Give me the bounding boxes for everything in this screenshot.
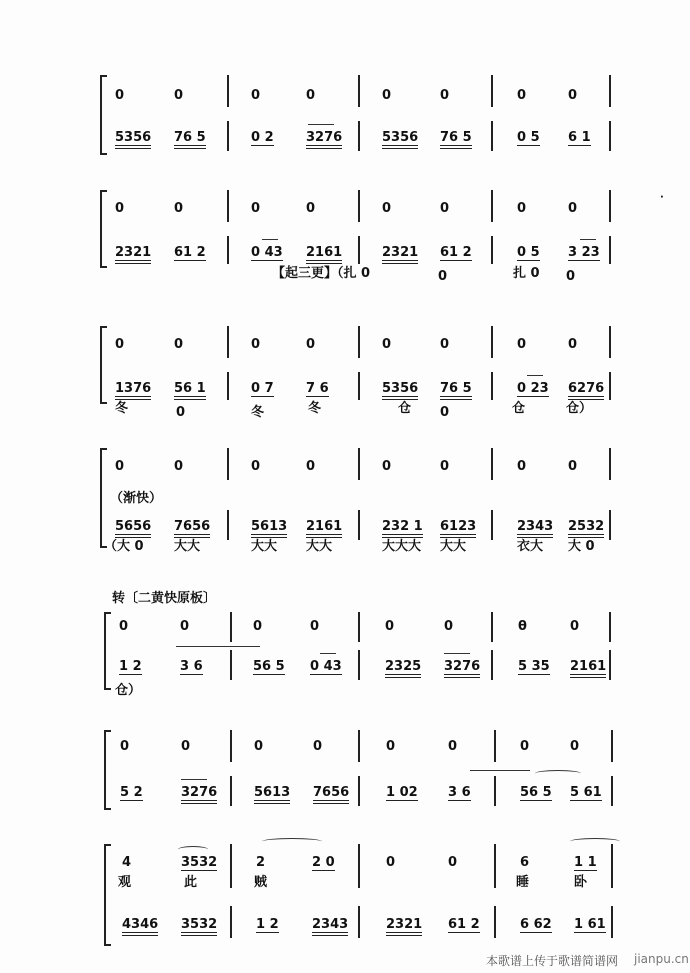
bar-line — [609, 236, 611, 264]
page-mark: · — [660, 192, 664, 203]
bar-line — [491, 190, 493, 222]
instr-note: 5356 — [115, 131, 151, 149]
bar-line — [358, 372, 360, 400]
arrow-mark — [308, 124, 334, 125]
bar-line — [227, 372, 229, 400]
bar-line — [230, 612, 232, 642]
percussion-text: 大大 — [174, 539, 201, 554]
arrow-mark — [527, 375, 543, 376]
bar-line — [611, 730, 613, 762]
vocal-note: 0 — [306, 459, 316, 474]
instr-note: 5656 — [115, 520, 151, 538]
footer-site: jianpu.cn — [634, 952, 689, 966]
percussion-text: 0 — [176, 405, 186, 420]
lyric-char: 此 — [184, 875, 198, 890]
instr-note: 0 7 — [251, 381, 274, 396]
vocal-note: 0 — [115, 459, 125, 474]
percussion-text: 仓 — [398, 401, 412, 416]
vocal-note: 0 — [444, 619, 454, 634]
bar-line — [230, 776, 232, 806]
bar-line — [227, 121, 229, 151]
vocal-note: 0 — [382, 88, 392, 103]
arrow-mark — [320, 653, 336, 654]
instr-note: 3276 — [306, 131, 342, 149]
percussion-text: 0 — [440, 405, 450, 420]
bar-line — [491, 650, 493, 680]
system-4 — [0, 448, 690, 558]
instr-note: 2321 — [382, 246, 418, 264]
percussion-text: 衣大 — [517, 539, 544, 554]
bar-line — [358, 612, 360, 642]
system-brace — [100, 75, 107, 155]
bar-line — [609, 372, 611, 400]
percussion-text: 冬 — [115, 401, 129, 416]
instr-note: 76 5 — [440, 131, 472, 149]
vocal-note: θ — [518, 619, 527, 634]
percussion-text: 大大大 — [382, 539, 422, 554]
lyric-char: 睡 — [516, 875, 530, 890]
vocal-note: 0 — [115, 201, 125, 216]
instr-note: 5 61 — [570, 785, 602, 800]
bar-line — [227, 75, 229, 107]
instr-note: 1 61 — [574, 917, 606, 932]
bar-line — [491, 612, 493, 642]
bar-line — [358, 121, 360, 151]
bar-line — [491, 372, 493, 400]
system-3 — [0, 326, 690, 426]
vocal-note: 0 — [251, 337, 261, 352]
vocal-note: 0 — [180, 619, 190, 634]
bar-line — [358, 190, 360, 222]
instr-note: 2161 — [306, 246, 342, 264]
vocal-note: 0 — [115, 337, 125, 352]
percussion-text: 大大 — [306, 539, 333, 554]
bar-line — [609, 190, 611, 222]
bar-line — [227, 326, 229, 358]
bar-line — [358, 448, 360, 480]
instr-note: 0 23 — [517, 381, 549, 396]
bar-line — [491, 326, 493, 358]
instr-note: 3276 — [444, 660, 480, 678]
instr-note: 6 62 — [520, 917, 552, 932]
vocal-note: 0 — [313, 739, 323, 754]
bar-line — [611, 776, 613, 806]
instr-note: 61 2 — [448, 917, 480, 932]
vocal-note: 6 — [520, 855, 530, 870]
system-brace — [104, 730, 111, 810]
vocal-note: 0 — [251, 201, 261, 216]
bar-line — [491, 236, 493, 264]
bar-line — [494, 906, 496, 938]
vocal-note: 0 — [174, 201, 184, 216]
vocal-note: 0 — [174, 337, 184, 352]
system-2 — [0, 190, 690, 290]
vocal-note: 0 — [440, 459, 450, 474]
instr-note: 0 2 — [251, 130, 274, 145]
percussion-text: 0 — [566, 269, 576, 284]
vocal-note: 0 — [253, 619, 263, 634]
vocal-note: 1 1 — [574, 855, 597, 870]
vocal-note: 0 — [448, 739, 458, 754]
slur-mark — [535, 770, 581, 777]
percussion-text: 仓） — [566, 401, 593, 416]
percussion-text: 大大 — [251, 539, 278, 554]
arrow-mark — [262, 239, 278, 240]
instr-note: 2321 — [386, 918, 422, 936]
instr-note: 56 1 — [174, 382, 206, 400]
vocal-note: 0 — [181, 739, 191, 754]
instr-note: 5356 — [382, 131, 418, 149]
bar-line — [358, 236, 360, 264]
system-brace — [104, 844, 111, 946]
instr-note: 1 2 — [256, 917, 279, 932]
footer-watermark: 本歌谱上传于歌谱简谱网 — [486, 954, 619, 968]
vocal-note: 0 — [115, 88, 125, 103]
bar-line — [230, 906, 232, 938]
instr-note: 2343 — [517, 520, 553, 538]
lyric-char: 观 — [118, 875, 132, 890]
instr-note: 2161 — [306, 520, 342, 538]
instr-note: 0 43 — [251, 245, 283, 260]
instr-note: 2321 — [115, 246, 151, 264]
instr-note: 232 1 — [382, 520, 423, 538]
vocal-note: 0 — [174, 459, 184, 474]
system-6 — [0, 730, 690, 810]
vocal-note: 0 — [570, 739, 580, 754]
instr-note: 61 2 — [440, 245, 472, 260]
system-7 — [0, 836, 690, 946]
bar-line — [491, 448, 493, 480]
bar-line — [358, 730, 360, 762]
bar-line — [611, 906, 613, 938]
vocal-note: 0 — [119, 619, 129, 634]
instr-note: 3 6 — [448, 785, 471, 800]
vocal-note: 0 — [568, 201, 578, 216]
bar-line — [358, 776, 360, 806]
instr-note: 7656 — [174, 520, 210, 538]
vocal-note: 0 — [520, 739, 530, 754]
bar-line — [609, 650, 611, 680]
percussion-text: 扎 0 — [513, 266, 540, 281]
instr-note: 2325 — [385, 660, 421, 678]
instr-note: 56 5 — [520, 785, 552, 800]
vocal-note: 0 — [306, 337, 316, 352]
instr-note: 3 23 — [568, 245, 600, 260]
instr-note: 0 5 — [517, 245, 540, 260]
bar-line — [491, 75, 493, 107]
bar-line — [609, 326, 611, 358]
vocal-note: 0 — [440, 201, 450, 216]
slur-mark — [570, 838, 620, 845]
instr-note: 4346 — [122, 918, 158, 936]
arrow-mark — [470, 770, 530, 771]
vocal-note: 0 — [310, 619, 320, 634]
bar-line — [491, 121, 493, 151]
vocal-note: 3532 — [181, 855, 218, 870]
instr-note: 5 35 — [518, 659, 550, 674]
percussion-text: （大 0 — [104, 539, 144, 554]
bar-line — [358, 510, 360, 540]
bar-line — [230, 650, 232, 680]
percussion-text: 仓 — [512, 401, 526, 416]
instr-note: 3276 — [181, 786, 217, 804]
vocal-note: 0 — [386, 739, 396, 754]
bar-line — [611, 844, 613, 888]
instr-note: 1376 — [115, 382, 151, 400]
vocal-note: 0 — [254, 739, 264, 754]
slur-mark — [262, 838, 322, 845]
bar-line — [227, 236, 229, 264]
lyric-char: 卧 — [574, 875, 588, 890]
bar-line — [609, 75, 611, 107]
instr-note: 0 43 — [310, 659, 342, 674]
system-brace — [100, 326, 107, 404]
bar-line — [230, 844, 232, 888]
instr-note: 5613 — [251, 520, 287, 538]
vocal-note: 0 — [440, 88, 450, 103]
vocal-note: 0 — [382, 459, 392, 474]
instr-note: 3532 — [181, 918, 217, 936]
vocal-note: 0 — [120, 739, 130, 754]
instr-note: 2532 — [568, 520, 604, 538]
instr-note: 7656 — [313, 786, 349, 804]
vocal-note: 0 — [382, 337, 392, 352]
bar-line — [227, 510, 229, 540]
bar-line — [609, 448, 611, 480]
arrow-mark — [444, 653, 470, 654]
instr-note: 5356 — [382, 382, 418, 400]
percussion-text: 大 0 — [568, 539, 595, 554]
vocal-note: 0 — [251, 88, 261, 103]
bar-line — [494, 776, 496, 806]
instr-note: 6 1 — [568, 130, 591, 145]
vocal-note: 0 — [174, 88, 184, 103]
bar-line — [491, 510, 493, 540]
instr-note: 2161 — [570, 660, 606, 678]
vocal-note: 2 0 — [312, 855, 335, 870]
instr-note: 0 5 — [517, 130, 540, 145]
bar-line — [609, 510, 611, 540]
instr-note: 1 2 — [119, 659, 142, 674]
bar-line — [358, 650, 360, 680]
vocal-note: 0 — [251, 459, 261, 474]
percussion-text: 仓） — [115, 683, 142, 698]
vocal-note: 0 — [386, 855, 396, 870]
bar-line — [227, 448, 229, 480]
instr-note: 7 6 — [306, 381, 329, 396]
vocal-note: 0 — [385, 619, 395, 634]
vocal-note: 0 — [517, 201, 527, 216]
instr-note: 61 2 — [174, 245, 206, 260]
section-heading: 转〔二黄快原板〕 — [112, 591, 217, 606]
bar-line — [494, 730, 496, 762]
bar-line — [358, 844, 360, 888]
vocal-note: 0 — [306, 201, 316, 216]
vocal-note: 0 — [568, 88, 578, 103]
instr-note: 6123 — [440, 520, 476, 538]
lyric-char: 贼 — [254, 875, 268, 890]
instr-note: 56 5 — [253, 659, 285, 674]
arrow-mark — [181, 779, 207, 780]
bar-line — [358, 326, 360, 358]
instr-note: 76 5 — [440, 382, 472, 400]
instr-note: 5 2 — [120, 785, 143, 800]
vocal-note: 0 — [568, 459, 578, 474]
bar-line — [230, 730, 232, 762]
system-brace — [100, 448, 107, 548]
percussion-text: 【起三更】（扎 0 — [272, 266, 371, 281]
percussion-text: 冬 — [251, 405, 265, 420]
instr-note: 2343 — [312, 918, 348, 936]
instr-note: 1 02 — [386, 785, 418, 800]
vocal-note: 2 — [256, 855, 266, 870]
bar-line — [227, 190, 229, 222]
vocal-note: 0 — [517, 88, 527, 103]
bar-line — [494, 844, 496, 888]
system-5 — [0, 592, 690, 702]
system-1 — [0, 75, 690, 155]
vocal-note: 0 — [448, 855, 458, 870]
vocal-note: 0 — [568, 337, 578, 352]
bar-line — [358, 75, 360, 107]
instr-note: 76 5 — [174, 131, 206, 149]
vocal-note: 0 — [306, 88, 316, 103]
vocal-note: 0 — [517, 459, 527, 474]
percussion-text: 大大 — [440, 539, 467, 554]
system-brace — [104, 612, 111, 690]
arrow-mark — [580, 239, 596, 240]
percussion-text: 0 — [438, 269, 448, 284]
vocal-note: 0 — [570, 619, 580, 634]
instr-note: 6276 — [568, 382, 604, 400]
bar-line — [358, 906, 360, 938]
vocal-note: 0 — [440, 337, 450, 352]
instr-note: 3 6 — [180, 659, 203, 674]
bar-line — [609, 121, 611, 151]
vocal-note: 4 — [122, 855, 132, 870]
tempo-marking: （渐快） — [110, 491, 163, 506]
instr-note: 5613 — [254, 786, 290, 804]
system-brace — [100, 190, 107, 268]
vocal-note: 0 — [517, 337, 527, 352]
arrow-mark — [176, 646, 260, 647]
bar-line — [609, 612, 611, 642]
vocal-note: 0 — [382, 201, 392, 216]
percussion-text: 冬 — [308, 401, 322, 416]
slur-mark — [178, 846, 208, 853]
